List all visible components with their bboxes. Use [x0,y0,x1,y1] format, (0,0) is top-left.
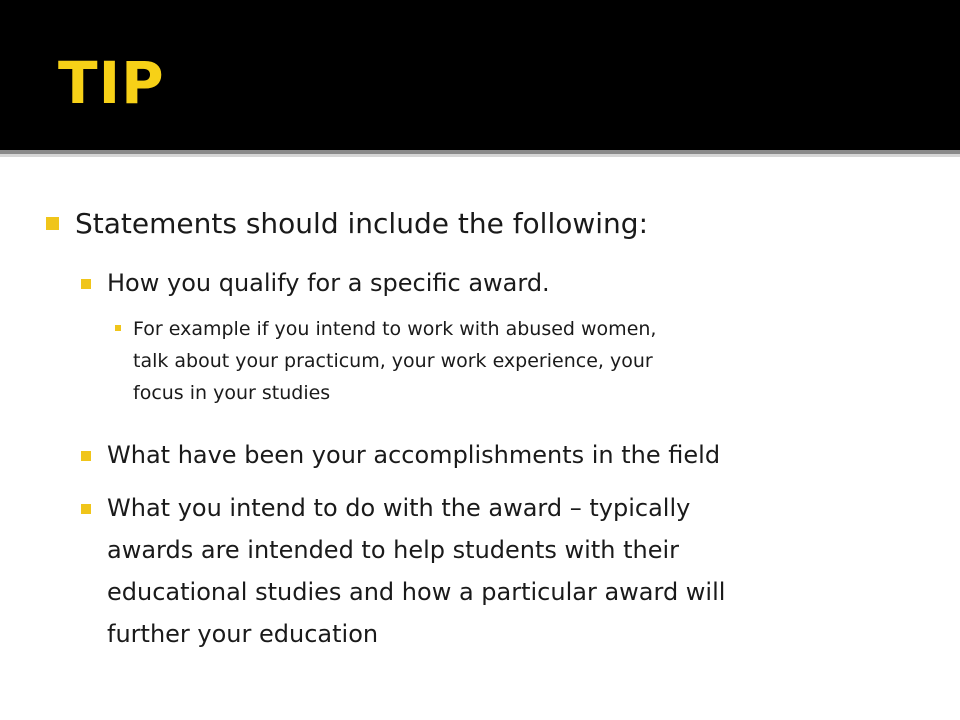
bullet-text-line: focus in your studies [133,382,331,404]
square-bullet-icon [81,451,91,461]
square-bullet-icon [46,217,59,230]
bullet-text-line: further your education [107,620,379,648]
square-bullet-icon [115,325,121,331]
bullet-text: How you qualify for a specific award. [107,269,550,297]
slide-title: TIP [58,49,165,117]
bullet-text-line: educational studies and how a particular award will [107,578,726,606]
bullet-text-line: What you intend to do with the award – typically [107,494,691,522]
bullet-text: Statements should include the following: [75,207,649,240]
square-bullet-icon [81,279,91,289]
bullet-text-line: talk about your practicum, your work experience, your [133,350,653,372]
bullet-text-line: For example if you intend to work with abused women, [133,318,657,340]
bullet-text-line: awards are intended to help students with their [107,536,680,564]
square-bullet-icon [81,504,91,514]
bullet-text: What have been your accomplishments in the field [107,441,721,469]
